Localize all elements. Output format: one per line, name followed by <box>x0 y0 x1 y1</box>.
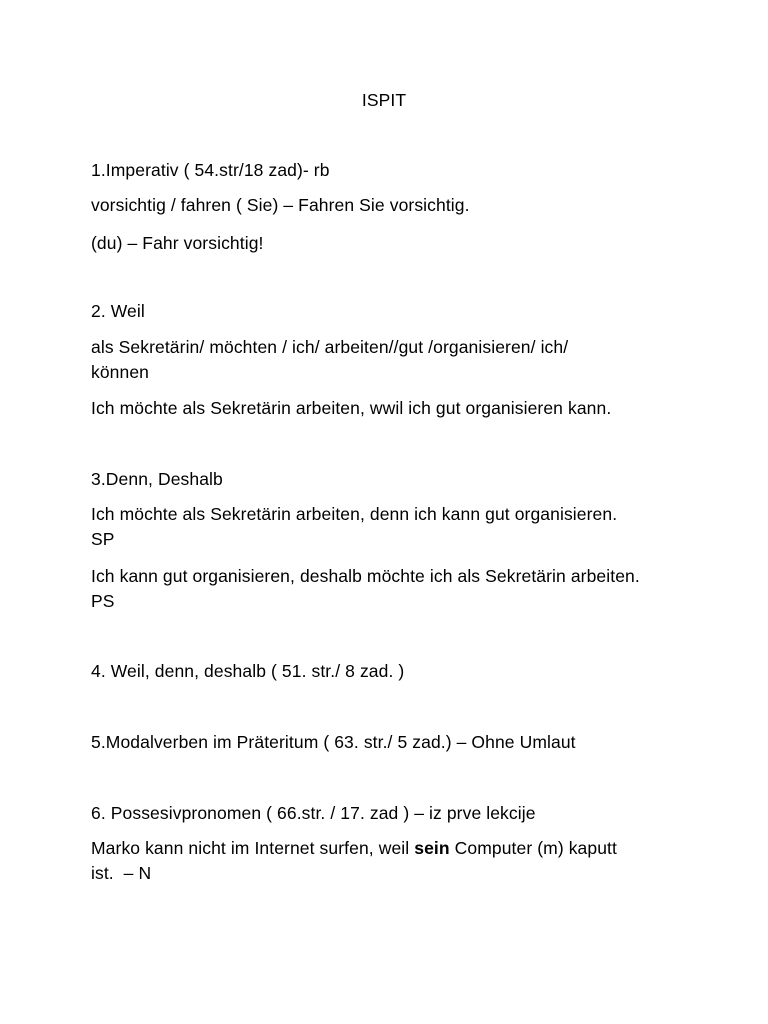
example-text-before: Marko kann nicht im Internet surfen, weil <box>91 838 415 858</box>
section-2-line-3: Ich möchte als Sekretärin arbeiten, wwil ich gut organisieren kann. <box>91 398 612 418</box>
section-1-heading: 1.Imperativ ( 54.str/18 zad)- rb <box>91 160 330 180</box>
section-2-line-1: als Sekretärin/ möchten / ich/ arbeiten//gut /organisieren/ ich/ <box>91 337 569 357</box>
example-bold-word: sein <box>414 838 450 858</box>
section-4-heading: 4. Weil, denn, deshalb ( 51. str./ 8 zad. ) <box>91 661 405 681</box>
section-6-example-line-1 <box>91 837 617 859</box>
section-1-line-2: (du) – Fahr vorsichtig! <box>91 233 264 253</box>
section-6-example-line-2: ist. – N <box>91 863 152 883</box>
section-5-heading: 5.Modalverben im Präteritum ( 63. str./ 5 zad.) – Ohne Umlaut <box>91 732 576 752</box>
example-text-after: Computer (m) kaputt <box>449 838 617 858</box>
section-3-heading: 3.Denn, Deshalb <box>91 469 223 489</box>
section-3-line-4: PS <box>91 591 115 611</box>
section-3-line-1: Ich möchte als Sekretärin arbeiten, denn ich kann gut organisieren. <box>91 504 618 524</box>
document-title: ISPIT <box>361 90 407 110</box>
section-1-line-1: vorsichtig / fahren ( Sie) – Fahren Sie vorsichtig. <box>91 195 470 215</box>
section-6-heading: 6. Possesivpronomen ( 66.str. / 17. zad ) – iz prve lekcije <box>91 803 536 823</box>
section-2-line-2: können <box>91 362 150 382</box>
section-3-line-2: SP <box>91 529 115 549</box>
section-3-line-3: Ich kann gut organisieren, deshalb möchte ich als Sekretärin arbeiten. <box>91 566 640 586</box>
section-2-heading: 2. Weil <box>91 301 145 321</box>
